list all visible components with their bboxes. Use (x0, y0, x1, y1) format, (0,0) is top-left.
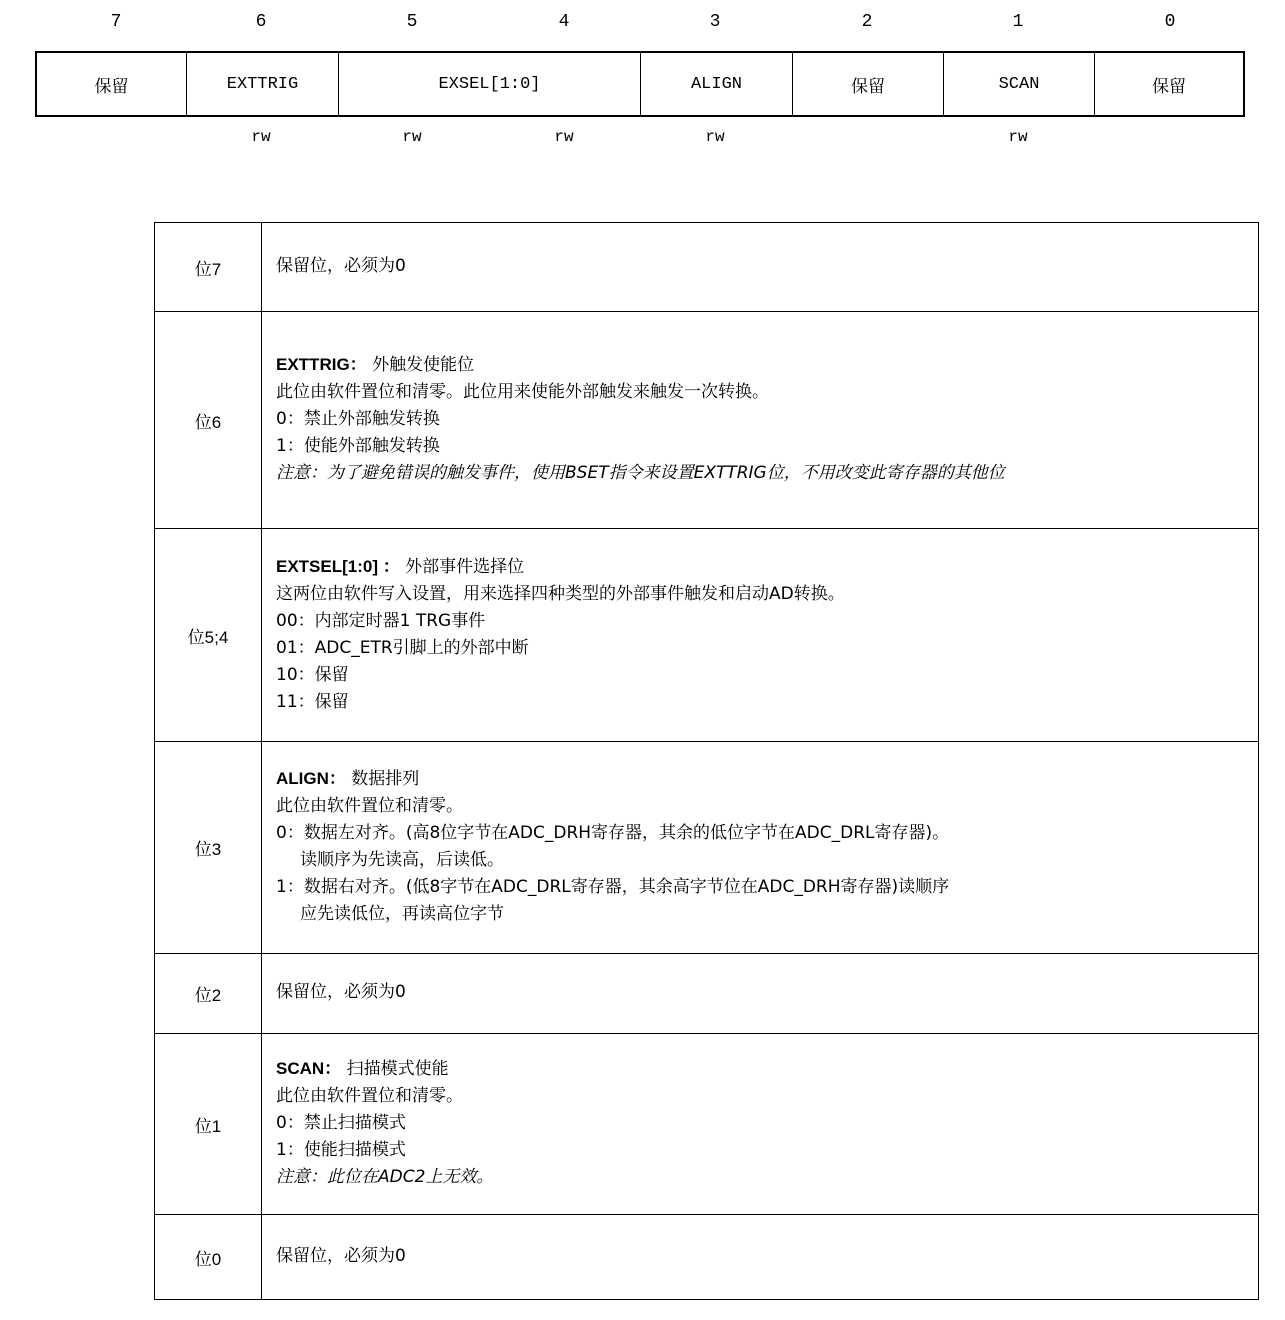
description-line: 10：保留 (276, 664, 349, 685)
field-reserved-2: 保留 (793, 53, 944, 115)
description-title (276, 553, 1248, 581)
description-line: 11：保留 (276, 691, 349, 712)
field-name: ALIGN： (276, 769, 346, 788)
description-text: 保留位，必须为0 (276, 255, 406, 276)
bit-description (262, 223, 1259, 312)
bit-description (262, 954, 1259, 1034)
field-reserved-0: 保留 (1152, 76, 1186, 97)
field-title: 扫描模式使能 (346, 1059, 449, 1079)
field-align: ALIGN (641, 53, 793, 115)
description-text: 保留位，必须为0 (276, 982, 406, 1002)
bit-number-5: 5 (406, 12, 418, 32)
field-name: EXTSEL[1:0] ： (276, 556, 400, 576)
bit-number-row (36, 12, 1246, 40)
access-bit-5: rw (402, 128, 422, 146)
table-row (155, 529, 1259, 742)
field-scan: SCAN (944, 53, 1095, 115)
description-line: 00：内部定时器1 TRG事件 (276, 610, 486, 631)
register-field-row (35, 51, 1245, 117)
bit-number-6: 6 (255, 12, 267, 32)
description-line: 0：禁止扫描模式 (276, 1113, 406, 1133)
field-name: SCAN： (276, 1059, 342, 1078)
description-line: 此位由软件置位和清零。此位用来使能外部触发来触发一次转换。 (276, 382, 769, 402)
description-line: 1：使能扫描模式 (276, 1140, 406, 1160)
table-row (155, 1215, 1259, 1300)
description-note: 注意：为了避免错误的触发事件，使用BSET指令来设置EXTTRIG位，不用改变此寄存器的其他位 (276, 463, 1005, 483)
table-row (155, 1034, 1259, 1215)
description-line: 0：禁止外部触发转换 (276, 409, 440, 429)
bit-number-0: 0 (1164, 12, 1176, 32)
bit-number-2: 2 (861, 12, 873, 32)
field-title: 外触发使能位 (372, 355, 475, 375)
table-row (155, 223, 1259, 312)
description-title (276, 1055, 1248, 1083)
table-row (155, 954, 1259, 1034)
description-title (276, 765, 1248, 793)
description-title (276, 351, 1248, 379)
access-bit-4: rw (554, 128, 574, 146)
bit-number-3: 3 (709, 12, 721, 32)
bit-description (262, 742, 1259, 954)
access-bit-1: rw (1008, 128, 1028, 146)
description-line: 1：使能外部触发转换 (276, 436, 440, 456)
description-line: 01：ADC_ETR引脚上的外部中断 (276, 637, 529, 658)
field-title: 外部事件选择位 (405, 556, 525, 577)
description-note: 注意：此位在ADC2上无效。 (276, 1167, 494, 1187)
description-line: 这两位由软件写入设置，用来选择四种类型的外部事件触发和启动AD转换。 (276, 583, 845, 604)
field-title: 数据排列 (351, 769, 420, 789)
bit-label: 位5;4 (155, 529, 262, 742)
bit-label: 位7 (155, 223, 262, 312)
bit-label: 位6 (155, 312, 262, 529)
bit-number-7: 7 (110, 12, 122, 32)
bit-description (262, 1215, 1259, 1300)
description-line: 此位由软件置位和清零。 (276, 796, 463, 816)
access-bit-3: rw (705, 128, 725, 146)
description-line: 1：数据右对齐。(低8字节在ADC_DRL寄存器，其余高字节位在ADC_DRH寄存器)读顺序 (276, 877, 950, 897)
description-text: 保留位，必须为0 (276, 1245, 406, 1266)
bit-label: 位1 (155, 1034, 262, 1215)
bit-label: 位0 (155, 1215, 262, 1300)
access-bit-6: rw (251, 128, 271, 146)
bit-number-4: 4 (558, 12, 570, 32)
bit-label: 位2 (155, 954, 262, 1034)
bit-description (262, 312, 1259, 529)
field-name: EXTTRIG： (276, 355, 367, 374)
table-row (155, 312, 1259, 529)
description-line: 应先读低位，再读高位字节 (300, 904, 504, 924)
field-exsel: EXSEL[1:0] (339, 53, 641, 115)
description-line: 0：数据左对齐。(高8位字节在ADC_DRH寄存器，其余的低位字节在ADC_DRL寄存器)。 (276, 823, 950, 843)
access-row (36, 128, 1246, 152)
description-line: 读顺序为先读高，后读低。 (300, 850, 504, 870)
bit-label: 位3 (155, 742, 262, 954)
bit-description-table (154, 222, 1259, 1300)
bit-description (262, 529, 1259, 742)
bit-description (262, 1034, 1259, 1215)
field-reserved-7: 保留 (37, 53, 187, 115)
table-row (155, 742, 1259, 954)
field-exttrig: EXTTRIG (187, 53, 339, 115)
description-line: 此位由软件置位和清零。 (276, 1086, 463, 1106)
bit-number-1: 1 (1012, 12, 1024, 32)
